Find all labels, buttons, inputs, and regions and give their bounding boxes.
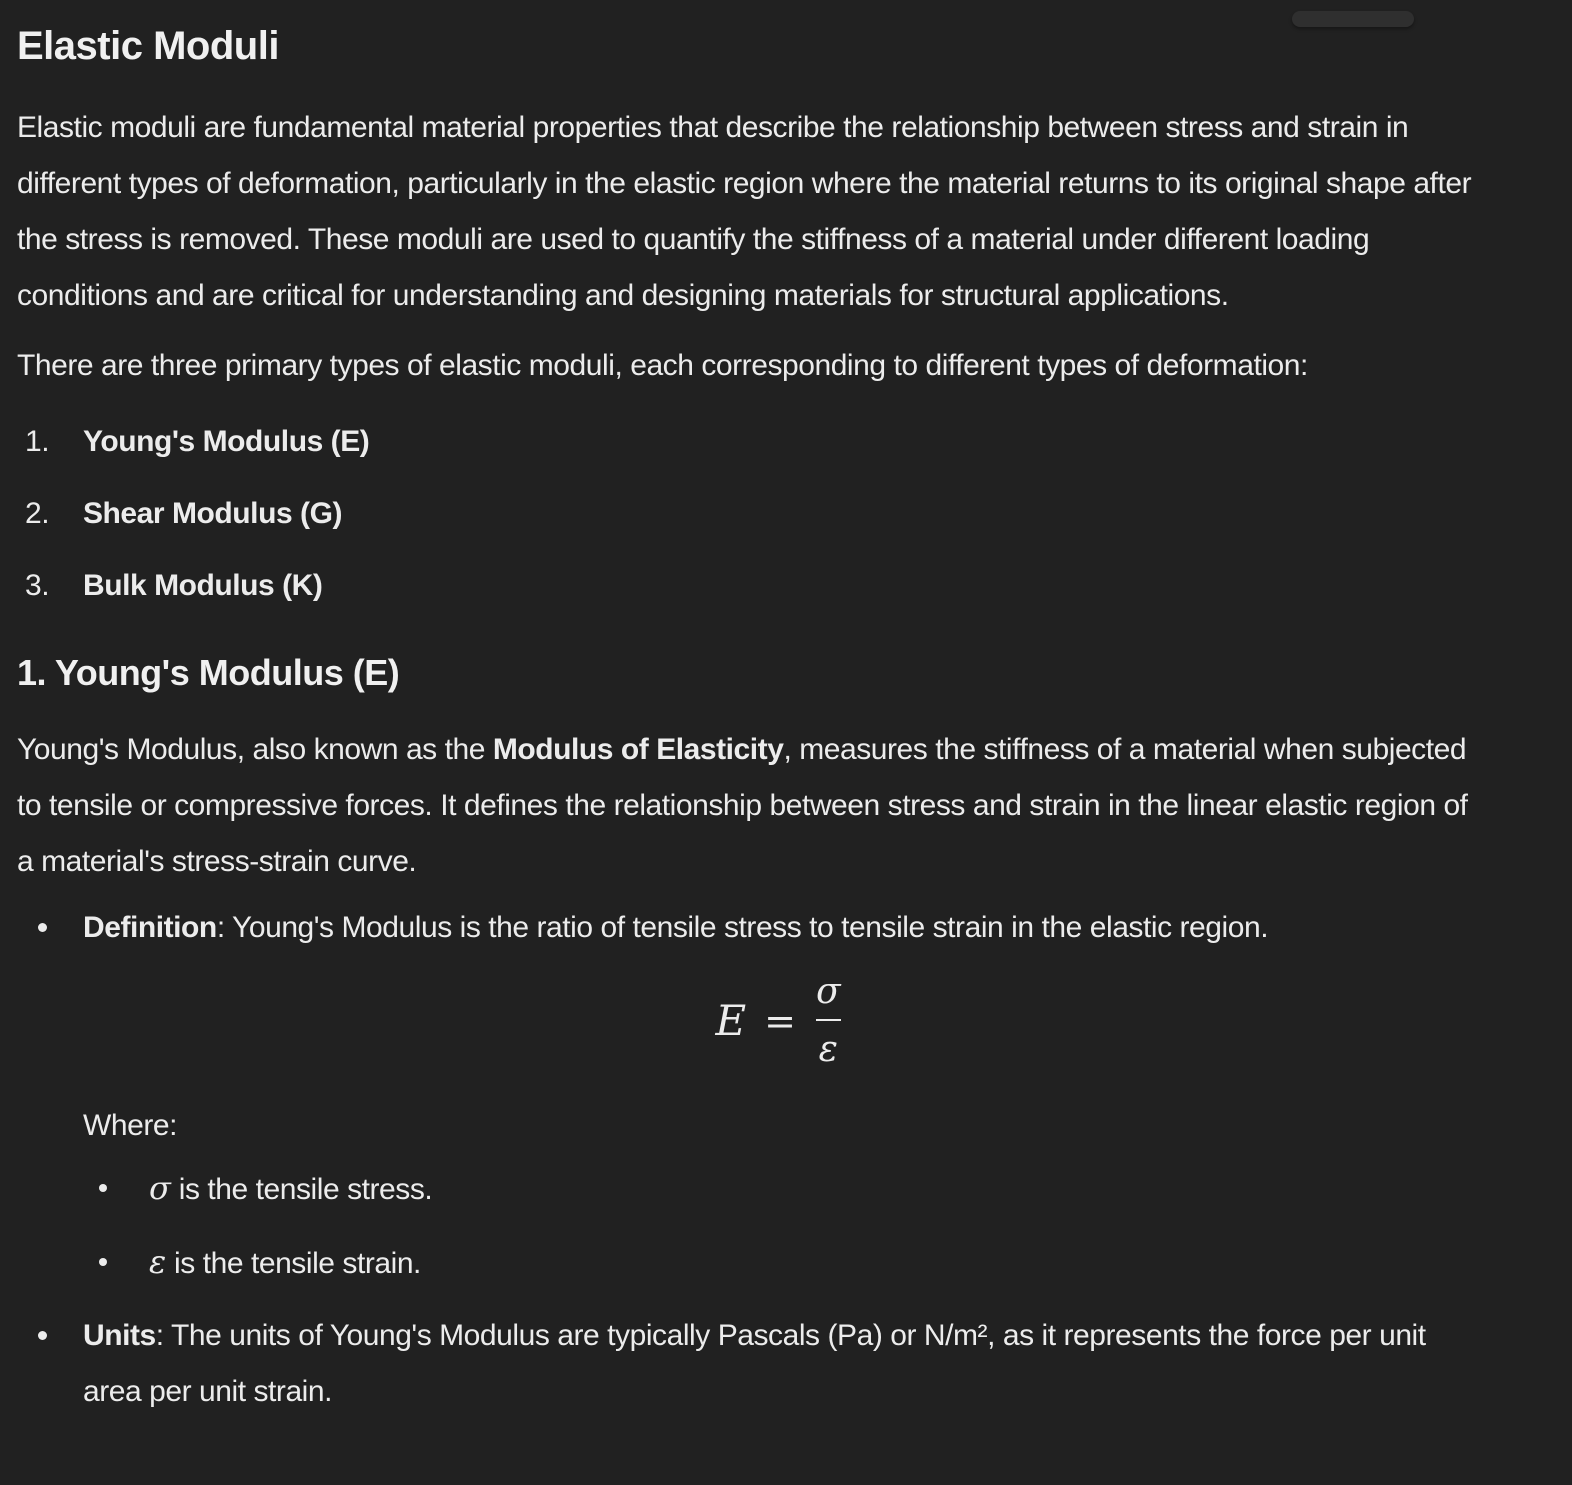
epsilon-item: [83, 1234, 1475, 1292]
math-symbol: ε: [149, 1243, 167, 1281]
bullet-icon: [38, 923, 47, 932]
bold-text: Units: [83, 1319, 156, 1352]
list-item-youngs: [17, 414, 1475, 470]
list-marker: 1.: [25, 425, 50, 458]
types-intro-paragraph: There are three primary types of elastic moduli, each corresponding to different types of deformation:: [17, 349, 1308, 382]
section-intro-paragraph: [17, 722, 1475, 890]
text-run: : The units of Young's Modulus are typically Pascals (Pa) or N/m², as it represents the force per unit area per unit strain.: [83, 1319, 1426, 1408]
intro-paragraph: Elastic moduli are fundamental material properties that describe the relationship between stress and strain in different types of deformation, particularly in the elastic region where the material returns to its original shape after the stress is removed. These moduli are used to quantify the stiffness of a material under different loading conditions and are critical for understanding and designing materials for structural applications.: [17, 111, 1472, 312]
page-title: Elastic Moduli: [17, 24, 279, 68]
units-text: [83, 1319, 1426, 1408]
text-run: Young's Modulus, also known as the: [17, 733, 493, 766]
list-item-label: Bulk Modulus (K): [83, 569, 323, 602]
definition-item: [17, 900, 1475, 1292]
fraction-denominator: ε: [818, 1029, 838, 1070]
fraction-numerator: σ: [815, 971, 841, 1012]
moduli-ordered-list: [17, 414, 1475, 614]
document-body: [0, 22, 1572, 1420]
bold-text: Definition: [83, 911, 217, 944]
equals-sign: =: [764, 999, 796, 1043]
definition-text: [83, 911, 1268, 944]
units-item: [17, 1308, 1475, 1420]
list-item-bulk: [17, 558, 1475, 614]
list-item-label: Young's Modulus (E): [83, 425, 370, 458]
section-heading: 1. Young's Modulus (E): [17, 652, 400, 693]
list-marker: 3.: [25, 569, 50, 602]
list-marker: 2.: [25, 497, 50, 530]
youngs-modulus-formula: [83, 972, 1475, 1070]
sigma-item: [83, 1160, 1475, 1218]
symbol-list: [83, 1160, 1475, 1292]
list-item-shear: [17, 486, 1475, 542]
list-item-label: Shear Modulus (G): [83, 497, 343, 530]
fraction: [814, 972, 843, 1070]
cutoff-button-fragment[interactable]: [1292, 11, 1414, 27]
bullet-icon: [38, 1331, 47, 1340]
bullet-icon: [99, 1258, 107, 1266]
text-run: : Young's Modulus is the ratio of tensile stress to tensile strain in the elastic region.: [216, 911, 1269, 944]
math-symbol: σ: [149, 1169, 171, 1207]
detail-bullet-list: [17, 900, 1475, 1420]
text-run: is the tensile strain.: [166, 1247, 421, 1280]
text-run: is the tensile stress.: [170, 1173, 433, 1206]
epsilon-text: [149, 1243, 421, 1281]
bold-text: Modulus of Elasticity: [492, 733, 784, 766]
bullet-icon: [99, 1184, 107, 1192]
text-run: , measures the stiffness of a material when subjected to tensile or compressive forces. It defines the relationship between stress and strain in the linear elastic region of a material's stress-strain curve.: [17, 733, 1468, 878]
sigma-text: [149, 1169, 433, 1207]
formula-lhs: E: [715, 996, 747, 1045]
where-label: Where:: [83, 1109, 177, 1142]
